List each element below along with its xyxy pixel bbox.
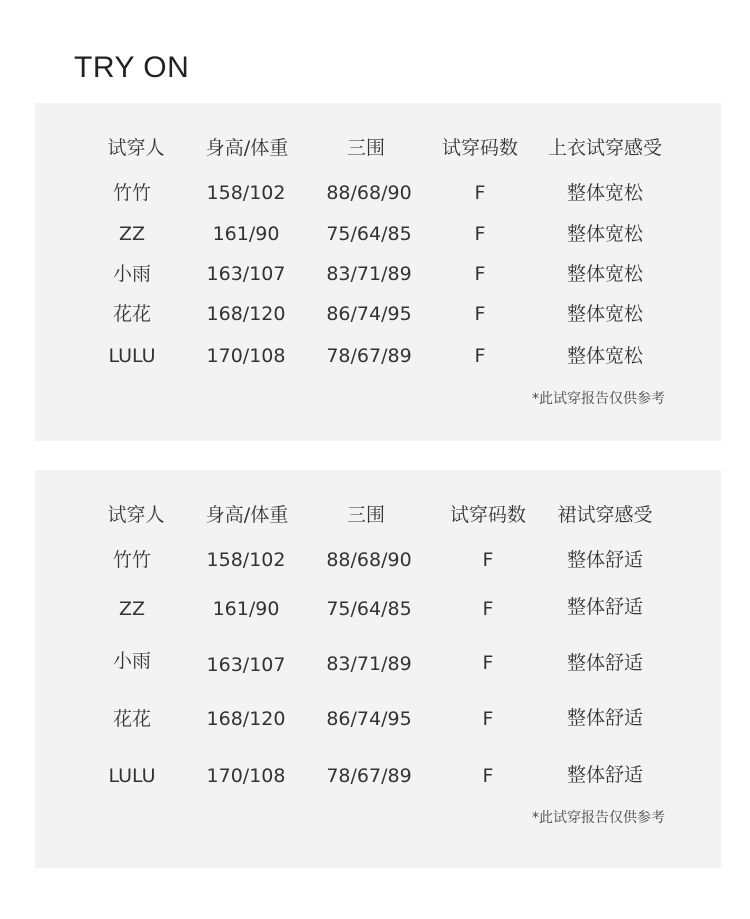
cell-tester: LULU bbox=[108, 765, 156, 787]
cell-size: F bbox=[482, 765, 494, 787]
cell-tester: ZZ bbox=[118, 223, 146, 245]
cell-measurements: 86/74/95 bbox=[326, 708, 412, 730]
cell-size: F bbox=[482, 708, 494, 730]
header-feeling: 上衣试穿感受 bbox=[547, 137, 663, 159]
cell-feeling: 整体宽松 bbox=[566, 182, 644, 204]
cell-size: F bbox=[474, 182, 486, 204]
cell-height-weight: 158/102 bbox=[206, 549, 286, 571]
cell-feeling: 整体宽松 bbox=[566, 223, 644, 245]
cell-measurements: 83/71/89 bbox=[326, 653, 412, 675]
cell-height-weight: 163/107 bbox=[206, 654, 286, 676]
cell-size: F bbox=[474, 303, 486, 325]
cell-size: F bbox=[474, 345, 486, 367]
cell-size: F bbox=[482, 549, 494, 571]
cell-feeling: 整体舒适 bbox=[566, 549, 644, 571]
cell-measurements: 78/67/89 bbox=[326, 765, 412, 787]
cell-size: F bbox=[482, 598, 494, 620]
skirt-tryon-panel bbox=[35, 470, 721, 868]
cell-tester: 花花 bbox=[112, 303, 152, 325]
header-tester: 试穿人 bbox=[107, 504, 165, 526]
cell-tester: 花花 bbox=[112, 708, 152, 730]
header-feeling: 裙试穿感受 bbox=[557, 504, 653, 526]
cell-height-weight: 168/120 bbox=[206, 708, 286, 730]
cell-feeling: 整体舒适 bbox=[566, 596, 644, 618]
cell-feeling: 整体宽松 bbox=[566, 263, 644, 285]
header-tester: 试穿人 bbox=[107, 137, 165, 159]
cell-tester: 小雨 bbox=[112, 650, 152, 672]
cell-feeling: 整体宽松 bbox=[566, 345, 644, 367]
cell-feeling: 整体舒适 bbox=[566, 764, 644, 786]
cell-tester: 小雨 bbox=[112, 263, 152, 285]
cell-height-weight: 168/120 bbox=[206, 303, 286, 325]
disclaimer-note: *此试穿报告仅供参考 bbox=[532, 810, 665, 826]
cell-height-weight: 161/90 bbox=[212, 598, 280, 620]
cell-measurements: 78/67/89 bbox=[326, 345, 412, 367]
cell-height-weight: 170/108 bbox=[206, 345, 286, 367]
cell-feeling: 整体舒适 bbox=[566, 652, 644, 674]
cell-tester: LULU bbox=[108, 345, 156, 367]
cell-height-weight: 170/108 bbox=[206, 765, 286, 787]
header-size: 试穿码数 bbox=[441, 137, 519, 159]
cell-measurements: 75/64/85 bbox=[326, 598, 412, 620]
header-height-weight: 身高/体重 bbox=[205, 137, 289, 159]
cell-size: F bbox=[474, 263, 486, 285]
cell-feeling: 整体舒适 bbox=[566, 707, 644, 729]
cell-height-weight: 161/90 bbox=[212, 223, 280, 245]
cell-measurements: 86/74/95 bbox=[326, 303, 412, 325]
header-size: 试穿码数 bbox=[449, 504, 527, 526]
top-tryon-panel bbox=[35, 103, 721, 441]
cell-tester: 竹竹 bbox=[112, 182, 152, 204]
cell-measurements: 75/64/85 bbox=[326, 223, 412, 245]
cell-height-weight: 158/102 bbox=[206, 182, 286, 204]
header-measurements: 三围 bbox=[346, 504, 386, 526]
page-title: TRY ON bbox=[74, 51, 190, 84]
disclaimer-note: *此试穿报告仅供参考 bbox=[532, 391, 665, 407]
cell-size: F bbox=[482, 652, 494, 674]
header-height-weight: 身高/体重 bbox=[205, 504, 289, 526]
header-measurements: 三围 bbox=[346, 137, 386, 159]
cell-height-weight: 163/107 bbox=[206, 263, 286, 285]
cell-measurements: 83/71/89 bbox=[326, 263, 412, 285]
cell-tester: 竹竹 bbox=[112, 549, 152, 571]
cell-measurements: 88/68/90 bbox=[326, 549, 412, 571]
cell-size: F bbox=[474, 223, 486, 245]
cell-measurements: 88/68/90 bbox=[326, 182, 412, 204]
cell-tester: ZZ bbox=[118, 598, 146, 620]
cell-feeling: 整体宽松 bbox=[566, 303, 644, 325]
